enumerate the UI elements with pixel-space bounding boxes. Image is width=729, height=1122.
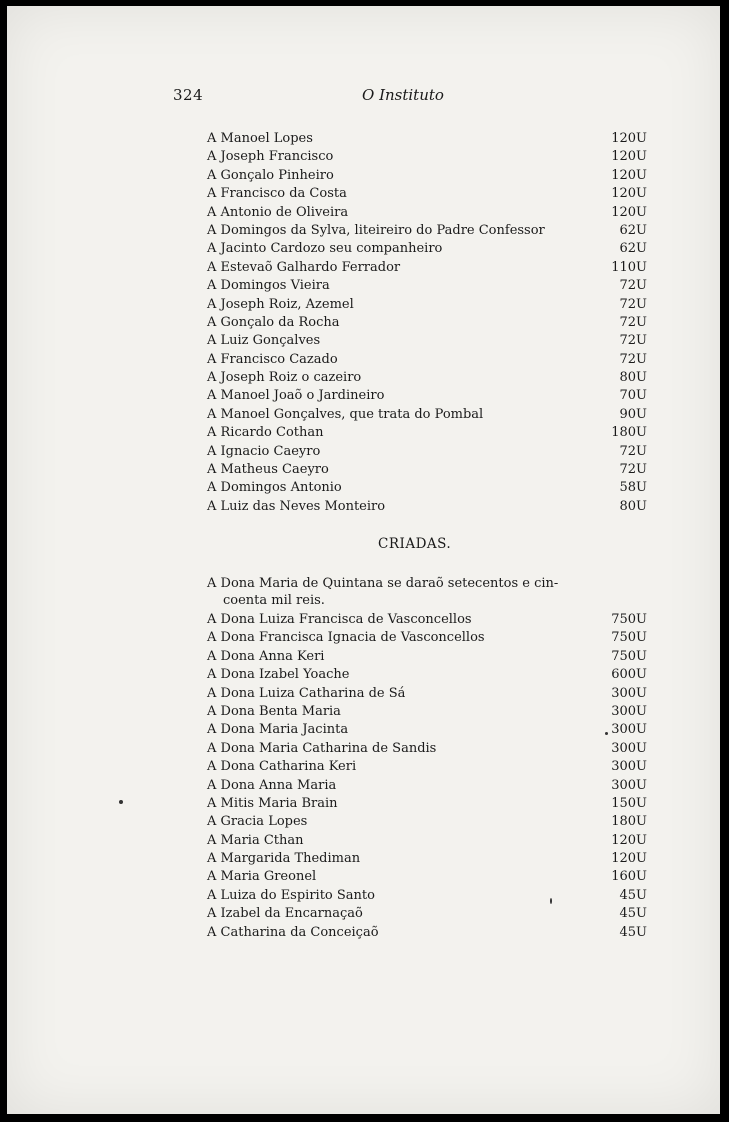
list-item xyxy=(207,387,647,405)
item-name: A Dona Benta Maria xyxy=(207,703,341,719)
item-name: A Matheus Caeyro xyxy=(207,462,329,478)
item-name: A Manoel Lopes xyxy=(207,131,313,146)
list-item xyxy=(207,924,647,942)
item-amount: 62U xyxy=(619,241,647,257)
item-amount: 45U xyxy=(619,906,647,922)
scan-speck xyxy=(550,898,552,904)
item-amount: 120U xyxy=(611,204,647,220)
item-name: A Jacinto Cardozo seu companheiro xyxy=(207,241,443,257)
section-heading-criadas: CRIADAS. xyxy=(378,536,452,552)
item-amount: 150U xyxy=(611,795,647,811)
servants-list xyxy=(207,130,647,516)
item-amount: 750U xyxy=(611,648,647,664)
list-item xyxy=(207,443,647,461)
list-item xyxy=(207,314,647,332)
item-name: A Gonçalo da Rocha xyxy=(207,314,340,330)
list-item xyxy=(207,240,647,258)
list-item xyxy=(207,296,647,314)
list-item xyxy=(207,148,647,166)
book-page xyxy=(7,6,720,1114)
item-name: A Luiz Gonçalves xyxy=(207,333,321,349)
item-amount: 300U xyxy=(611,722,647,738)
list-item xyxy=(207,222,647,240)
list-item xyxy=(207,424,647,442)
item-name-line2: coenta mil reis. xyxy=(223,593,325,608)
item-amount: 45U xyxy=(619,887,647,903)
list-item xyxy=(207,629,647,647)
list-item xyxy=(207,813,647,831)
item-amount: 120U xyxy=(611,851,647,867)
item-amount: 90U xyxy=(619,406,647,422)
item-name: A Dona Anna Keri xyxy=(207,648,325,664)
list-item xyxy=(207,406,647,424)
item-amount: 110U xyxy=(611,259,647,275)
item-amount: 62U xyxy=(619,222,647,238)
item-name: A Dona Catharina Keri xyxy=(207,759,357,775)
item-name-line1: A Dona Maria de Quintana se daraõ setecentos e cin- xyxy=(207,576,559,591)
list-item xyxy=(207,611,647,629)
item-name: A Maria Greonel xyxy=(207,869,317,885)
item-name: A Maria Cthan xyxy=(207,832,304,848)
item-name: A Catharina da Conceiçaõ xyxy=(207,924,379,940)
list-item xyxy=(207,461,647,479)
list-item xyxy=(207,868,647,886)
item-name-multiline xyxy=(207,575,587,609)
item-amount: 300U xyxy=(611,740,647,756)
item-name: A Dona Francisca Ignacia de Vasconcellos xyxy=(207,630,485,646)
item-amount: 750U xyxy=(611,612,647,627)
item-name: A Francisco Cazado xyxy=(207,351,338,367)
list-item xyxy=(207,832,647,850)
item-name: A Gonçalo Pinheiro xyxy=(207,167,334,183)
item-amount: 120U xyxy=(611,832,647,848)
list-item xyxy=(207,575,647,611)
item-amount: 300U xyxy=(611,703,647,719)
item-name: A Joseph Francisco xyxy=(207,149,334,165)
item-name: A Dona Maria Jacinta xyxy=(207,722,349,738)
item-name: A Dona Luiza Catharina de Sá xyxy=(207,685,406,701)
item-name: A Dona Maria Catharina de Sandis xyxy=(207,740,437,756)
item-amount: 72U xyxy=(619,333,647,349)
item-amount: 300U xyxy=(611,777,647,793)
list-item xyxy=(207,479,647,497)
list-item xyxy=(207,167,647,185)
list-item xyxy=(207,721,647,739)
list-item xyxy=(207,887,647,905)
list-item xyxy=(207,850,647,868)
list-item xyxy=(207,740,647,758)
list-item xyxy=(207,758,647,776)
item-amount: 160U xyxy=(611,869,647,885)
item-amount: 72U xyxy=(619,443,647,459)
item-amount: 72U xyxy=(619,314,647,330)
item-name: A Dona Izabel Yoache xyxy=(207,667,350,683)
scan-speck xyxy=(119,800,123,804)
item-name: A Ignacio Caeyro xyxy=(207,443,321,459)
item-name: A Dona Anna Maria xyxy=(207,777,337,793)
list-item xyxy=(207,685,647,703)
list-item xyxy=(207,905,647,923)
item-name: A Joseph Roiz, Azemel xyxy=(207,296,354,312)
item-amount: 120U xyxy=(611,167,647,183)
list-item xyxy=(207,666,647,684)
item-amount: 120U xyxy=(611,149,647,165)
item-amount: 45U xyxy=(619,924,647,940)
item-amount: 600U xyxy=(611,667,647,683)
item-name: A Domingos da Sylva, liteireiro do Padre Confessor xyxy=(207,222,545,238)
item-amount: 300U xyxy=(611,685,647,701)
running-title: O Instituto xyxy=(362,86,444,104)
item-amount: 300U xyxy=(611,759,647,775)
item-name: A Estevaõ Galhardo Ferrador xyxy=(207,259,401,275)
item-name: A Dona Luiza Francisca de Vasconcellos xyxy=(207,612,472,627)
item-amount: 120U xyxy=(611,131,647,146)
item-name: A Manoel Joaõ o Jardineiro xyxy=(207,388,385,404)
item-amount: 72U xyxy=(619,351,647,367)
item-amount: 72U xyxy=(619,296,647,312)
item-amount: 80U xyxy=(619,370,647,386)
list-item xyxy=(207,795,647,813)
item-name: A Manoel Gonçalves, que trata do Pombal xyxy=(207,406,484,422)
list-item xyxy=(207,648,647,666)
item-amount: 180U xyxy=(611,814,647,830)
list-item xyxy=(207,351,647,369)
item-amount: 80U xyxy=(619,498,647,514)
item-name: A Margarida Thediman xyxy=(207,851,361,867)
item-amount: 120U xyxy=(611,186,647,202)
list-item xyxy=(207,332,647,350)
item-name: A Antonio de Oliveira xyxy=(207,204,349,220)
list-item xyxy=(207,369,647,387)
item-name: A Domingos Vieira xyxy=(207,278,330,294)
list-item xyxy=(207,777,647,795)
item-name: A Gracia Lopes xyxy=(207,814,308,830)
page-header xyxy=(7,86,720,108)
item-name: A Francisco da Costa xyxy=(207,186,347,202)
item-amount: 180U xyxy=(611,425,647,441)
item-amount: 750U xyxy=(611,630,647,646)
item-name: A Luiza do Espirito Santo xyxy=(207,887,375,903)
item-amount: 70U xyxy=(619,388,647,404)
item-name: A Izabel da Encarnaçaõ xyxy=(207,906,363,922)
item-amount: 72U xyxy=(619,462,647,478)
list-item xyxy=(207,498,647,516)
item-name: A Joseph Roiz o cazeiro xyxy=(207,370,362,386)
item-name: A Luiz das Neves Monteiro xyxy=(207,498,386,514)
item-name: A Ricardo Cothan xyxy=(207,425,324,441)
list-item xyxy=(207,259,647,277)
item-name: A Domingos Antonio xyxy=(207,480,342,496)
list-item xyxy=(207,277,647,295)
list-item xyxy=(207,185,647,203)
maids-list xyxy=(207,575,647,942)
list-item xyxy=(207,130,647,148)
list-item xyxy=(207,204,647,222)
page-number: 324 xyxy=(173,86,204,104)
list-item xyxy=(207,703,647,721)
scan-speck xyxy=(605,732,608,735)
item-amount: 72U xyxy=(619,278,647,294)
item-amount: 58U xyxy=(619,480,647,496)
item-name: A Mitis Maria Brain xyxy=(207,795,338,811)
